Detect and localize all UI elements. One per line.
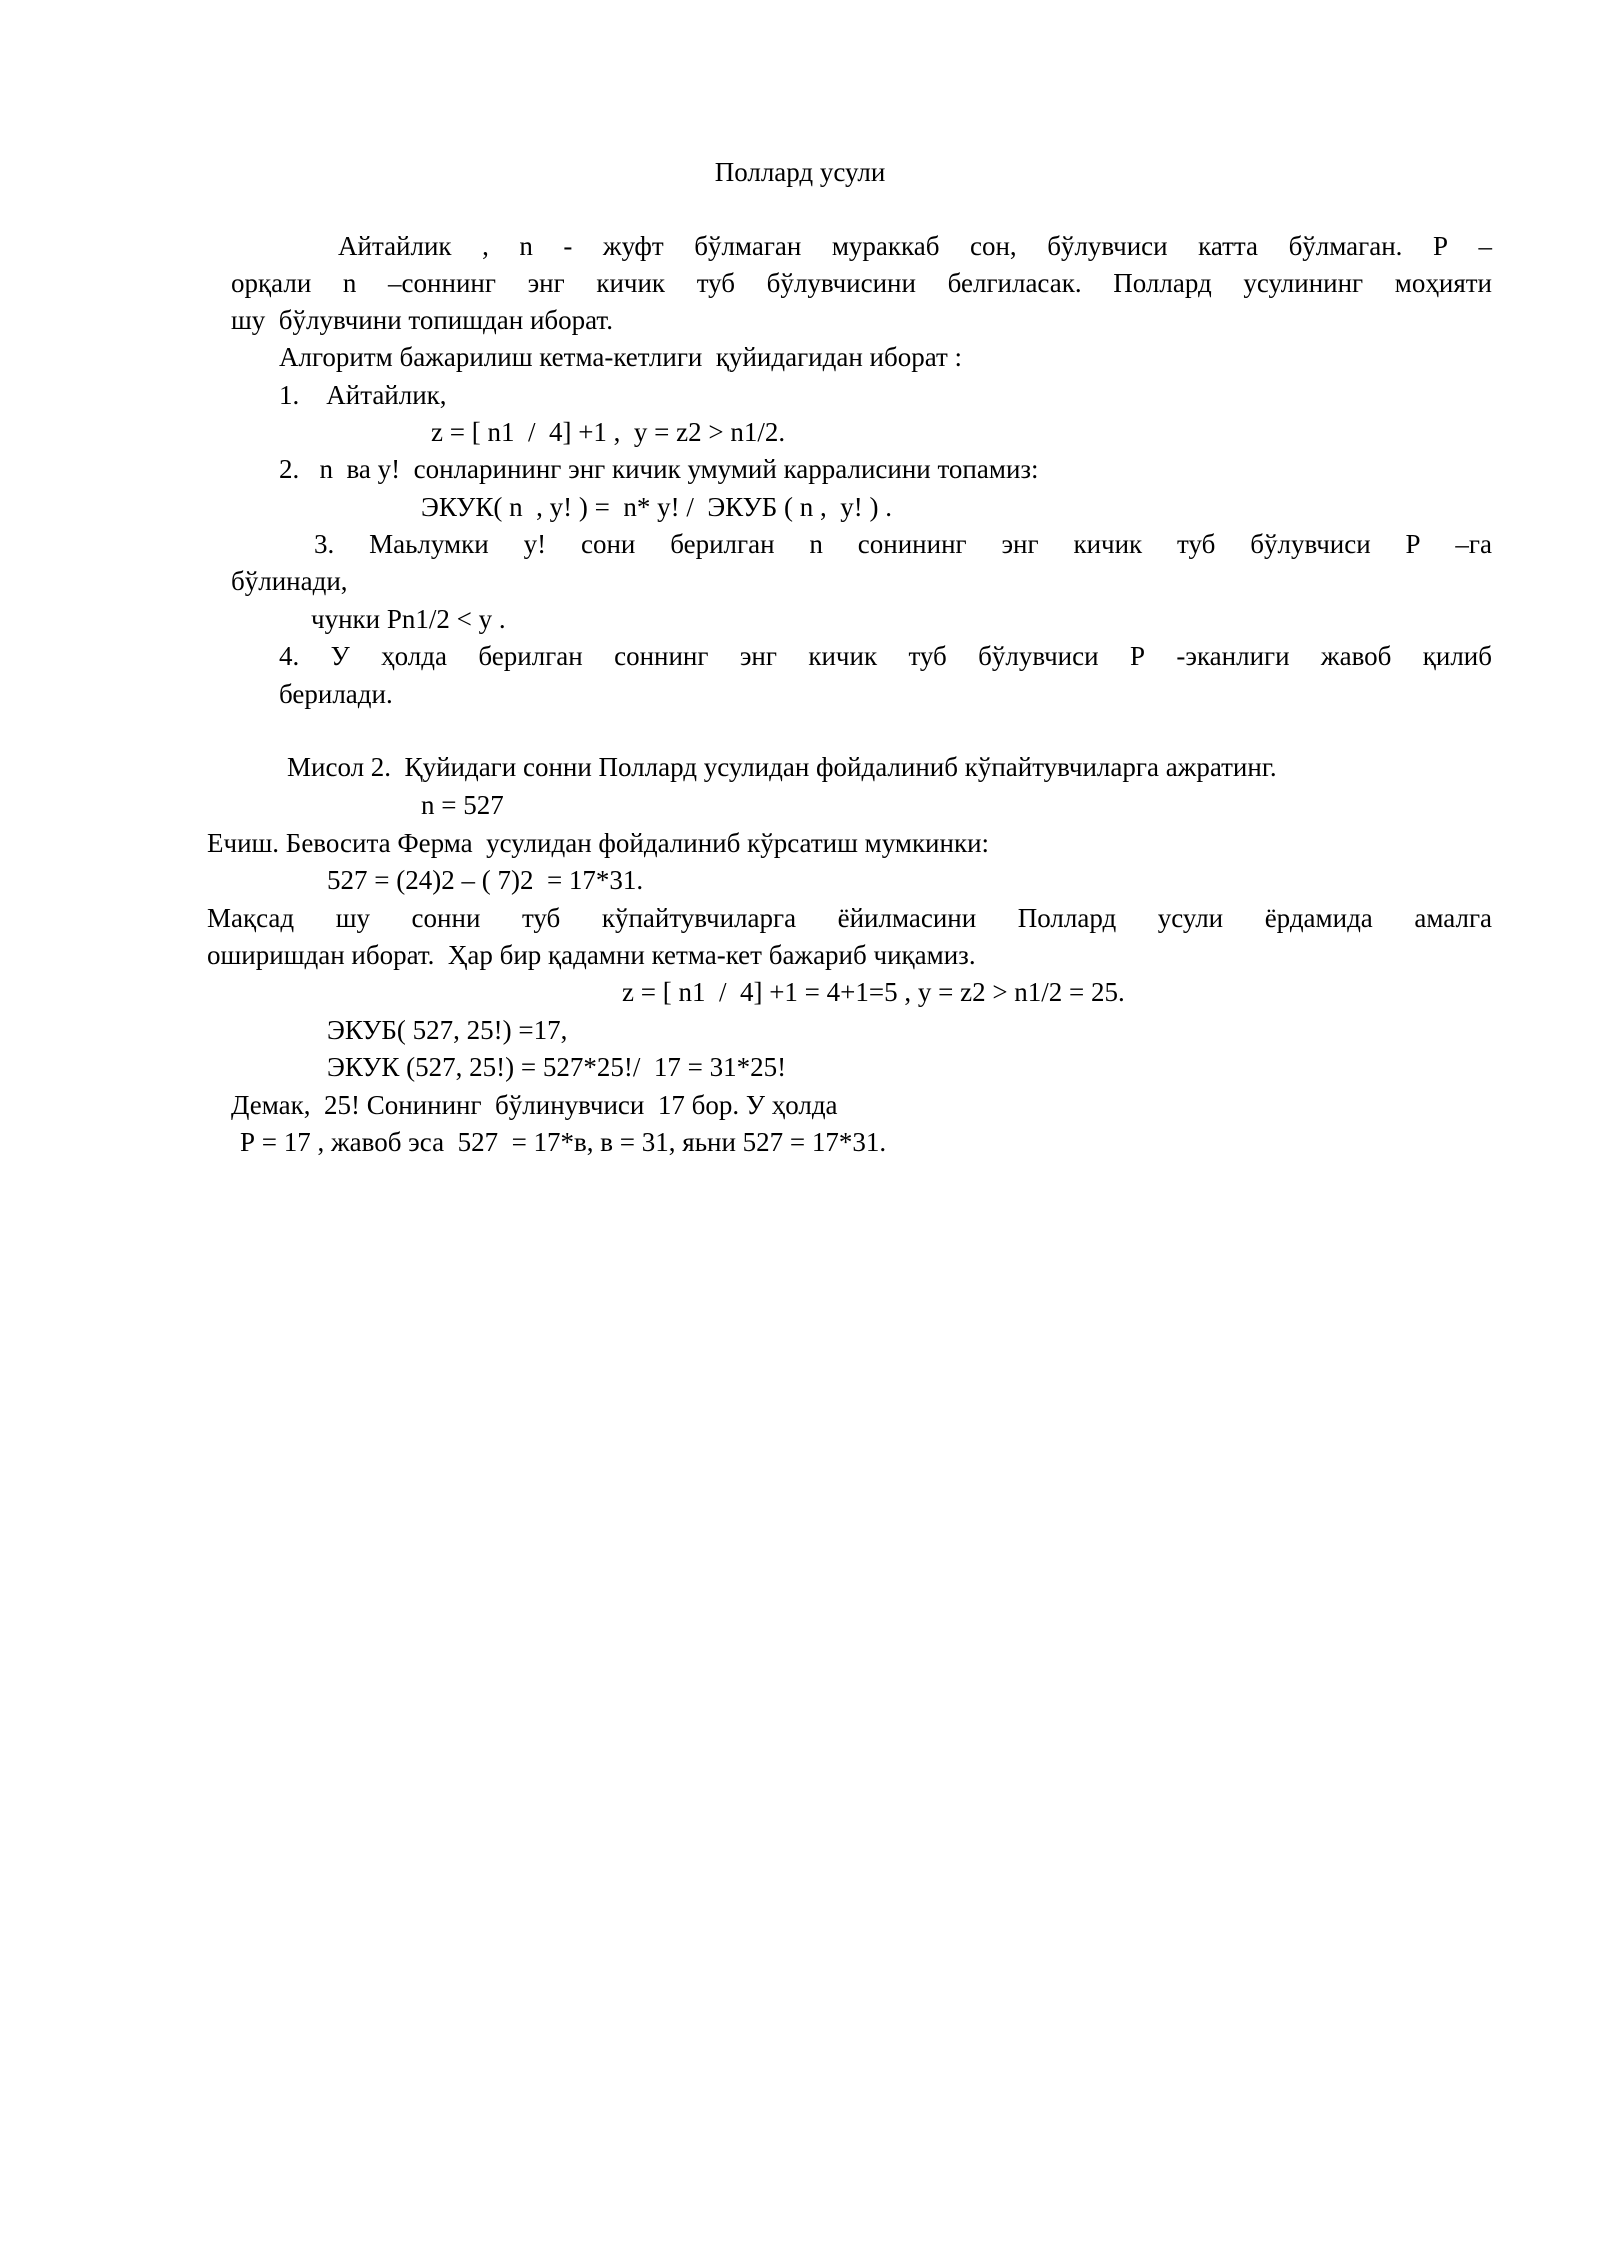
intro-line-1: Айтайлик , n - жуфт бўлмаган мураккаб сон, бўлувчиси катта бўлмаган. Р – bbox=[338, 231, 1492, 261]
page-title: Поллард усули bbox=[714, 157, 886, 187]
conclusion-line: Демак, 25! Сонининг бўлинувчиси 17 бор. У ҳолда bbox=[231, 1090, 838, 1120]
example-heading: Мисол 2. Қуйидаги сонни Поллард усулидан фойдалиниб кўпайтувчиларга ажратинг. bbox=[287, 752, 1277, 782]
solution-intro: Ечиш. Бевосита Ферма усулидан фойдалиниб кўрсатиш мумкинки: bbox=[207, 828, 990, 858]
goal-line-1: Мақсад шу сонни туб кўпайтувчиларга ёйилмасини Поллард усули ёрдамида амалга bbox=[207, 903, 1492, 933]
step-2-formula: ЭКУК( n , y! ) = n* y! / ЭКУБ ( n , y! ) . bbox=[421, 492, 892, 522]
step-3-line-2: бўлинади, bbox=[231, 566, 348, 596]
step-3-line-3: чунки Рn1/2 < y . bbox=[311, 604, 506, 634]
fermat-formula: 527 = (24)2 – ( 7)2 = 17*31. bbox=[327, 865, 644, 895]
step-2: 2. n ва y! сонларининг энг кичик умумий карралисини топамиз: bbox=[279, 454, 1039, 484]
step-1: 1. Айтайлик, bbox=[279, 380, 447, 410]
ekub-formula: ЭКУБ( 527, 25!) =17, bbox=[327, 1015, 568, 1045]
step-4-line-2: берилади. bbox=[279, 679, 393, 709]
step-4-line-1: 4. У ҳолда берилган соннинг энг кичик туб бўлувчиси Р -эканлиги жавоб қилиб bbox=[279, 641, 1492, 671]
z-formula: z = [ n1 / 4] +1 = 4+1=5 , y = z2 > n1/2 = 25. bbox=[622, 977, 1125, 1007]
goal-line-2: оширишдан иборат. Ҳар бир қадамни кетма-кет бажариб чиқамиз. bbox=[207, 940, 976, 970]
ekuk-formula: ЭКУК (527, 25!) = 527*25!/ 17 = 31*25! bbox=[327, 1052, 787, 1082]
intro-line-3: шу бўлувчини топишдан иборат. bbox=[231, 305, 613, 335]
algorithm-intro: Алгоритм бажарилиш кетма-кетлиги қуйидагидан иборат : bbox=[279, 342, 963, 372]
step-3-line-1: 3. Маьлумки y! сони берилган n сонининг энг кичик туб бўлувчиси Р –га bbox=[314, 529, 1492, 559]
example-n: n = 527 bbox=[421, 790, 504, 820]
step-1-formula: z = [ n1 / 4] +1 , y = z2 > n1/2. bbox=[431, 417, 786, 447]
intro-line-2: орқали n –соннинг энг кичик туб бўлувчисини белгиласак. Поллард усулининг моҳияти bbox=[231, 268, 1492, 298]
answer-line: Р = 17 , жавоб эса 527 = 17*в, в = 31, яьни 527 = 17*31. bbox=[240, 1127, 887, 1157]
